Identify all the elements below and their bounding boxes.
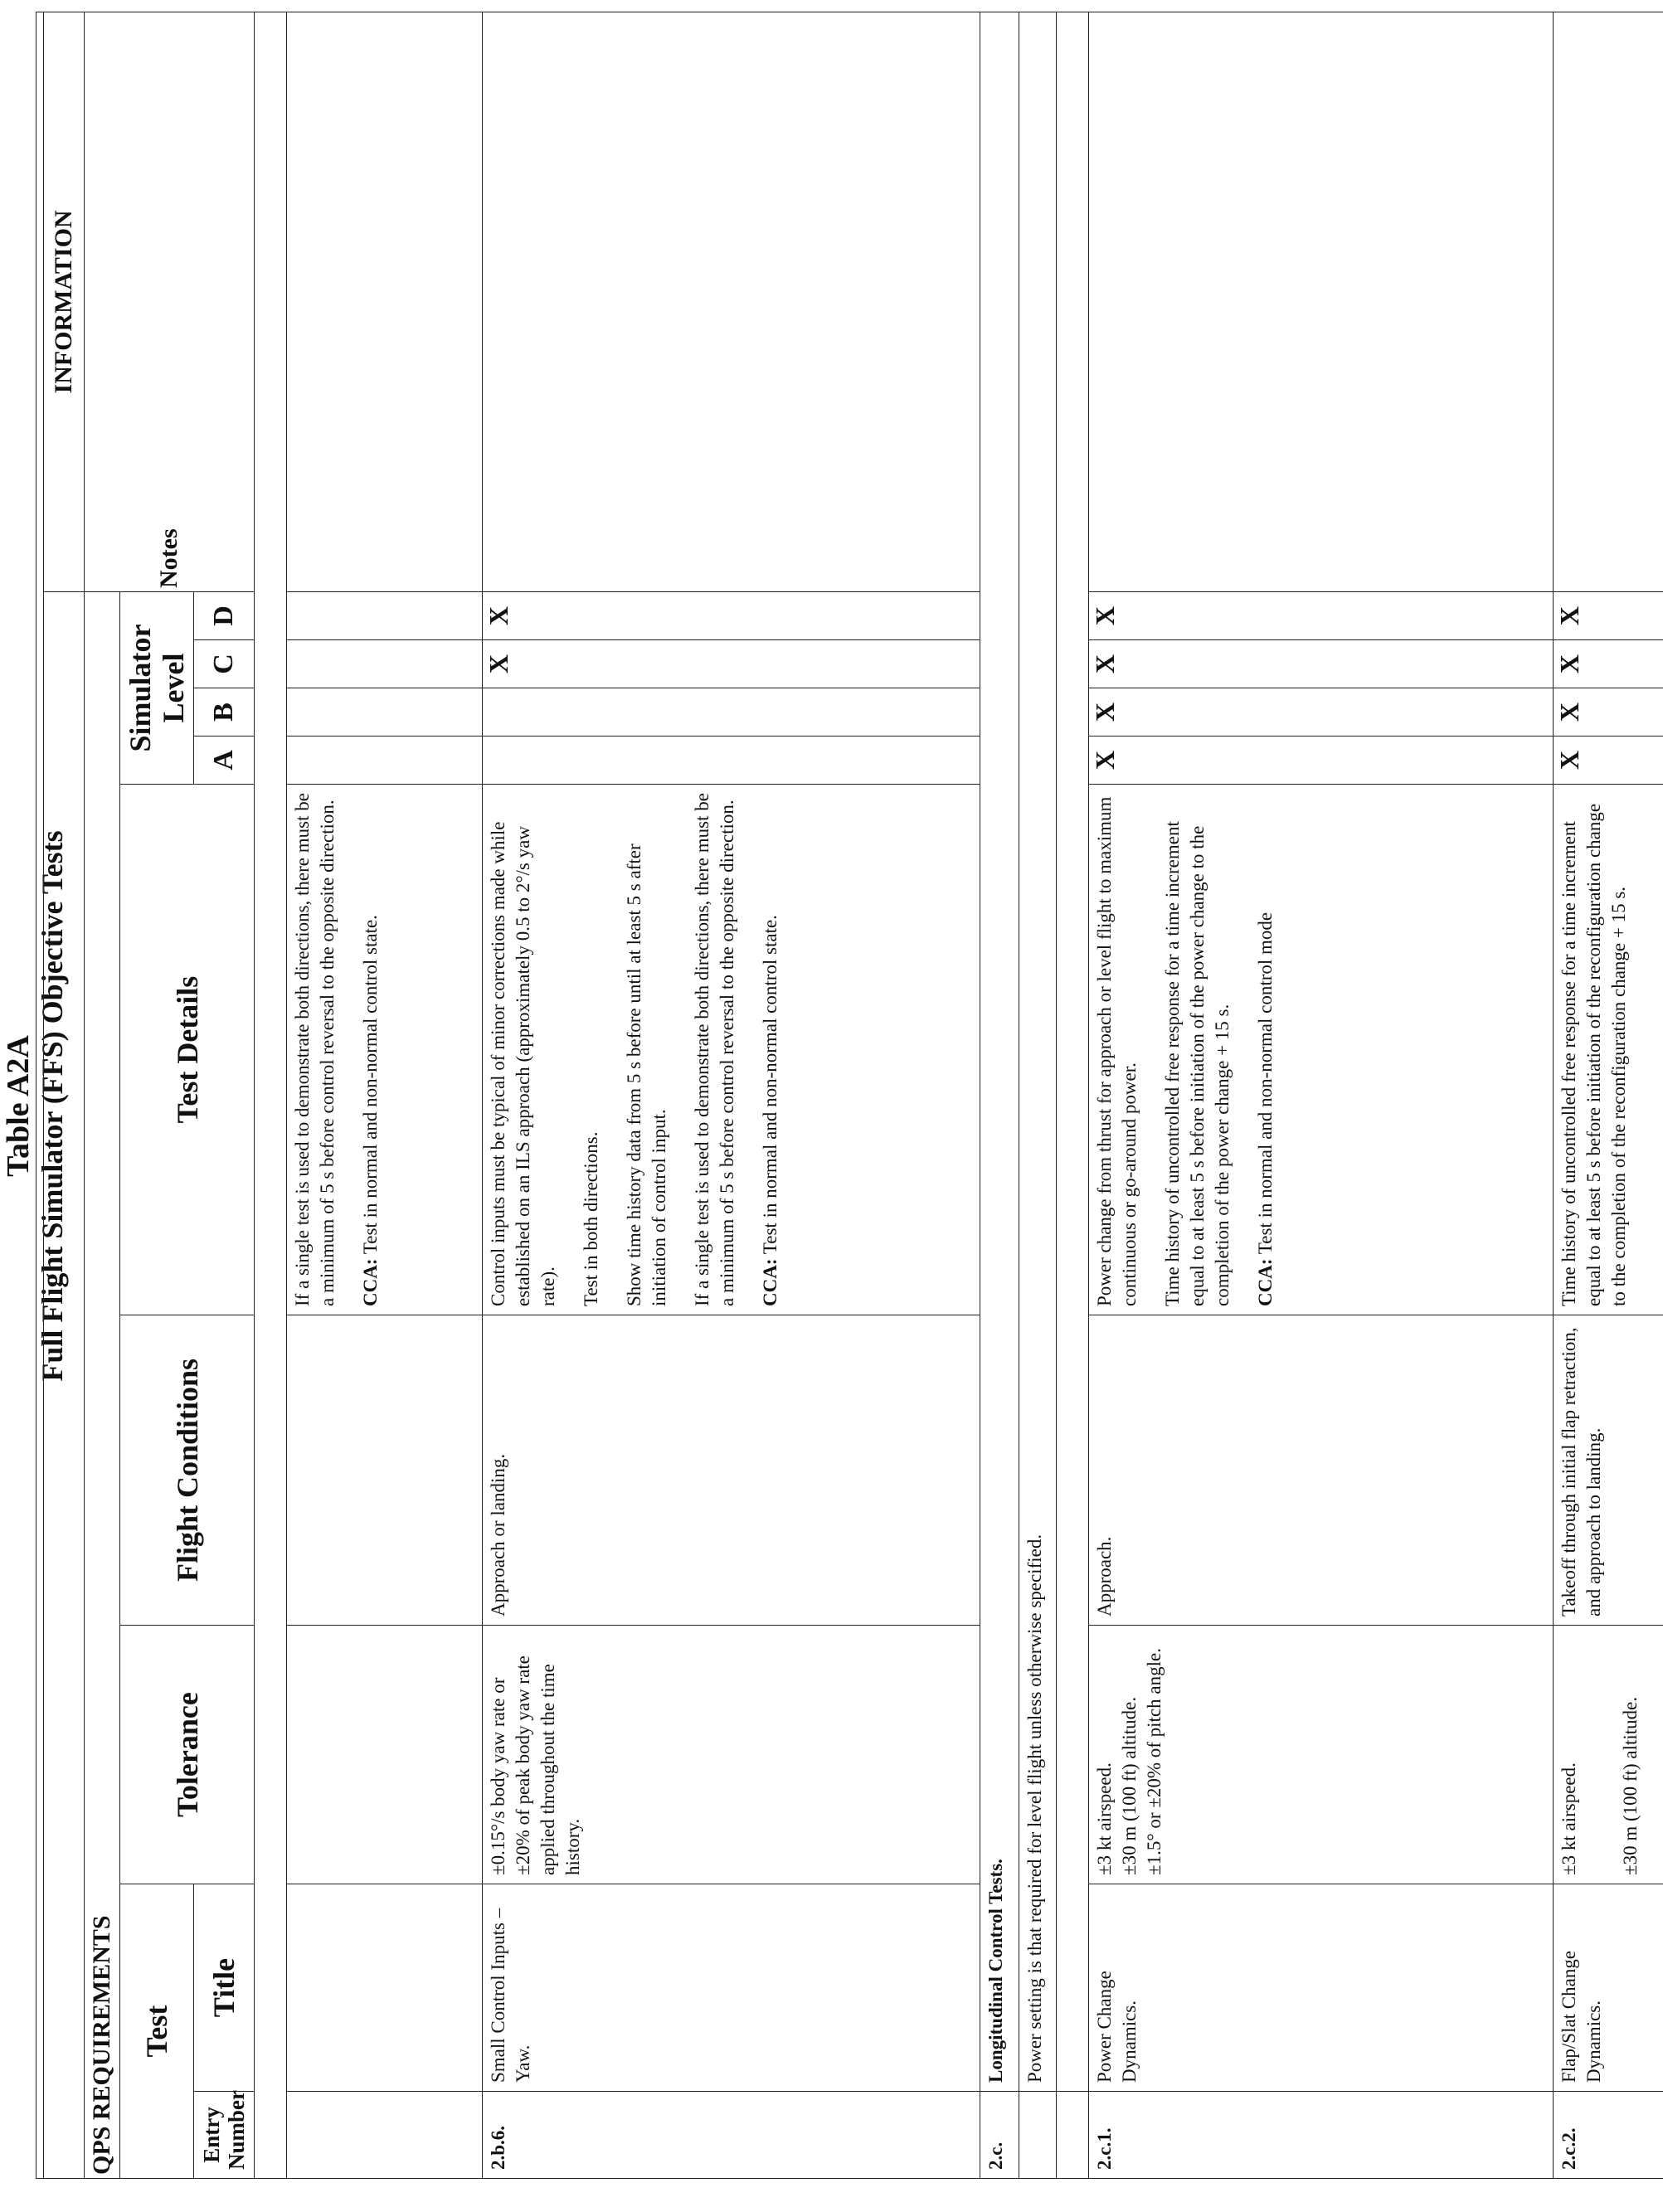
section-row [980, 12, 1019, 2178]
level-c-mark: X [1554, 640, 1663, 688]
table-row [287, 12, 483, 2178]
cca-label: CCA: [1255, 1258, 1276, 1306]
section-title: Longitudinal Control Tests. [980, 12, 1019, 2091]
spacer-row [1057, 12, 1089, 2178]
title-cell: Small Control Inputs – Yaw. [483, 1884, 980, 2092]
conditions-cell: Approach or landing. [483, 1315, 980, 1626]
entry-cell: 2.c.1. [1089, 2092, 1554, 2179]
top-border-row [36, 12, 44, 2178]
level-d-mark: X [1089, 592, 1554, 640]
qps-empty-band [44, 592, 85, 2179]
level-d-header: D [194, 592, 255, 640]
tolerance-header: Tolerance [120, 1626, 255, 1884]
notes-cell [287, 12, 483, 591]
tolerance-cell [1089, 1626, 1554, 1884]
level-c-mark: X [1089, 640, 1554, 688]
notes-cell [1089, 12, 1554, 591]
entry-cell: 2.c. [980, 2092, 1019, 2179]
tolerance-line: ±3 kt airspeed. [1094, 1762, 1115, 1875]
details-text: If a single test is used to demonstrate both directions, there must be a minimum of 5 s before control reversal to the opposite direction. [692, 793, 737, 1306]
title-cell: Power Change Dynamics. [1089, 1884, 1554, 2092]
notes-cell [1554, 12, 1663, 591]
objective-tests-table [36, 12, 1663, 2179]
level-d-mark: X [483, 592, 980, 640]
level-b-mark [483, 688, 980, 737]
table-row [1089, 12, 1554, 2178]
details-text [758, 793, 783, 1306]
header-separator [255, 12, 287, 2178]
level-a-mark [483, 737, 980, 785]
details-text: Test in normal and non-normal control state. [760, 915, 780, 1259]
details-text [1253, 793, 1278, 1306]
level-c-cell [287, 640, 483, 688]
details-cell [287, 785, 483, 1315]
details-text: Show time history data from 5 s before until at least 5 s after initiation of control input. [624, 843, 669, 1306]
entry-cell [1057, 2092, 1089, 2179]
level-b-mark: X [1554, 688, 1663, 737]
conditions-cell: Approach. [1089, 1315, 1554, 1626]
details-text [358, 793, 383, 1306]
details-text: Power change from thrust for approach or level flight to maximum continuous or go-around power. [1094, 796, 1140, 1306]
conditions-cell [287, 1315, 483, 1626]
table-label: Table A2A [1, 1035, 36, 1177]
details-text: If a single test is used to demonstrate both directions, there must be a minimum of 5 s before control reversal to the opposite direction. [292, 793, 338, 1306]
tolerance-line: ±3 kt airspeed. [1558, 1762, 1579, 1875]
entry-cell [287, 2092, 483, 2179]
spacer-cell [1057, 12, 1089, 2091]
cca-label: CCA: [360, 1258, 381, 1306]
details-cell [1089, 785, 1554, 1315]
level-d-cell [287, 592, 483, 640]
conditions-cell: Takeoff through initial flap retraction, and approach to landing. [1554, 1315, 1663, 1626]
simulator-level-header: Simulator Level [120, 592, 194, 785]
entry-number-header: Entry Number [194, 2092, 255, 2179]
table-row [483, 12, 980, 2178]
notes-header: Notes [85, 12, 255, 591]
level-b-header: B [194, 688, 255, 737]
details-cell: Time history of uncontrolled free response for a time increment equal to at least 5 s before initiation of the reconfiguration change to the completion of the reconfiguration change + 15 s. [1554, 785, 1663, 1315]
information-header: INFORMATION [44, 12, 85, 591]
test-details-header: Test Details [120, 785, 255, 1315]
details-text: Time history of uncontrolled free response for a time increment equal to at least 5 s before initiation of the power change to the completion of the power change + 15 s. [1162, 821, 1233, 1306]
entry-cell: 2.c.2. [1554, 2092, 1663, 2179]
details-text: Test in normal and non-normal control mode [1255, 912, 1276, 1259]
flight-conditions-header: Flight Conditions [120, 1315, 255, 1626]
level-c-header: C [194, 640, 255, 688]
tolerance-cell [1554, 1626, 1663, 1884]
section-note: Power setting is that required for level flight unless otherwise specified. [1019, 12, 1057, 2091]
notes-cell [483, 12, 980, 591]
table-row [1554, 12, 1663, 2178]
tolerance-line: ±30 m (100 ft) altitude. [1119, 1696, 1140, 1875]
level-a-header: A [194, 737, 255, 785]
details-text: Test in normal and non-normal control state. [360, 915, 381, 1259]
level-b-mark: X [1089, 688, 1554, 737]
title-cell [287, 1884, 483, 2092]
level-d-mark: X [1554, 592, 1663, 640]
level-b-cell [287, 688, 483, 737]
details-text: Control inputs must be typical of minor corrections made while established on an ILS approach (approximately 0.5 to 2°/s yaw rate). [488, 821, 558, 1306]
tolerance-cell: ±0.15°/s body yaw rate or ±20% of peak body yaw rate applied throughout the time history. [483, 1626, 980, 1884]
cca-label: CCA: [760, 1258, 780, 1306]
tolerance-line: ±1.5° or ±20% of pitch angle. [1144, 1648, 1165, 1875]
level-a-mark: X [1554, 737, 1663, 785]
qps-requirements-header: QPS REQUIREMENTS [85, 592, 120, 2179]
level-a-mark: X [1089, 737, 1554, 785]
tolerance-gap [1582, 1634, 1618, 1875]
entry-cell: 2.b.6. [483, 2092, 980, 2179]
page-title: Full Flight Simulator (FFS) Objective Tests [36, 830, 69, 1382]
tolerance-line: ±30 m (100 ft) altitude. [1620, 1696, 1641, 1875]
level-a-cell [287, 737, 483, 785]
test-header: Test [120, 1884, 194, 2179]
entry-cell [1019, 2092, 1057, 2179]
section-note-row [1019, 12, 1057, 2178]
tolerance-cell [287, 1626, 483, 1884]
title-cell: Flap/Slat Change Dynamics. [1554, 1884, 1663, 2092]
details-cell [483, 785, 980, 1315]
details-text: Test in both directions. [581, 1131, 601, 1306]
title-header: Title [194, 1884, 255, 2092]
level-c-mark: X [483, 640, 980, 688]
